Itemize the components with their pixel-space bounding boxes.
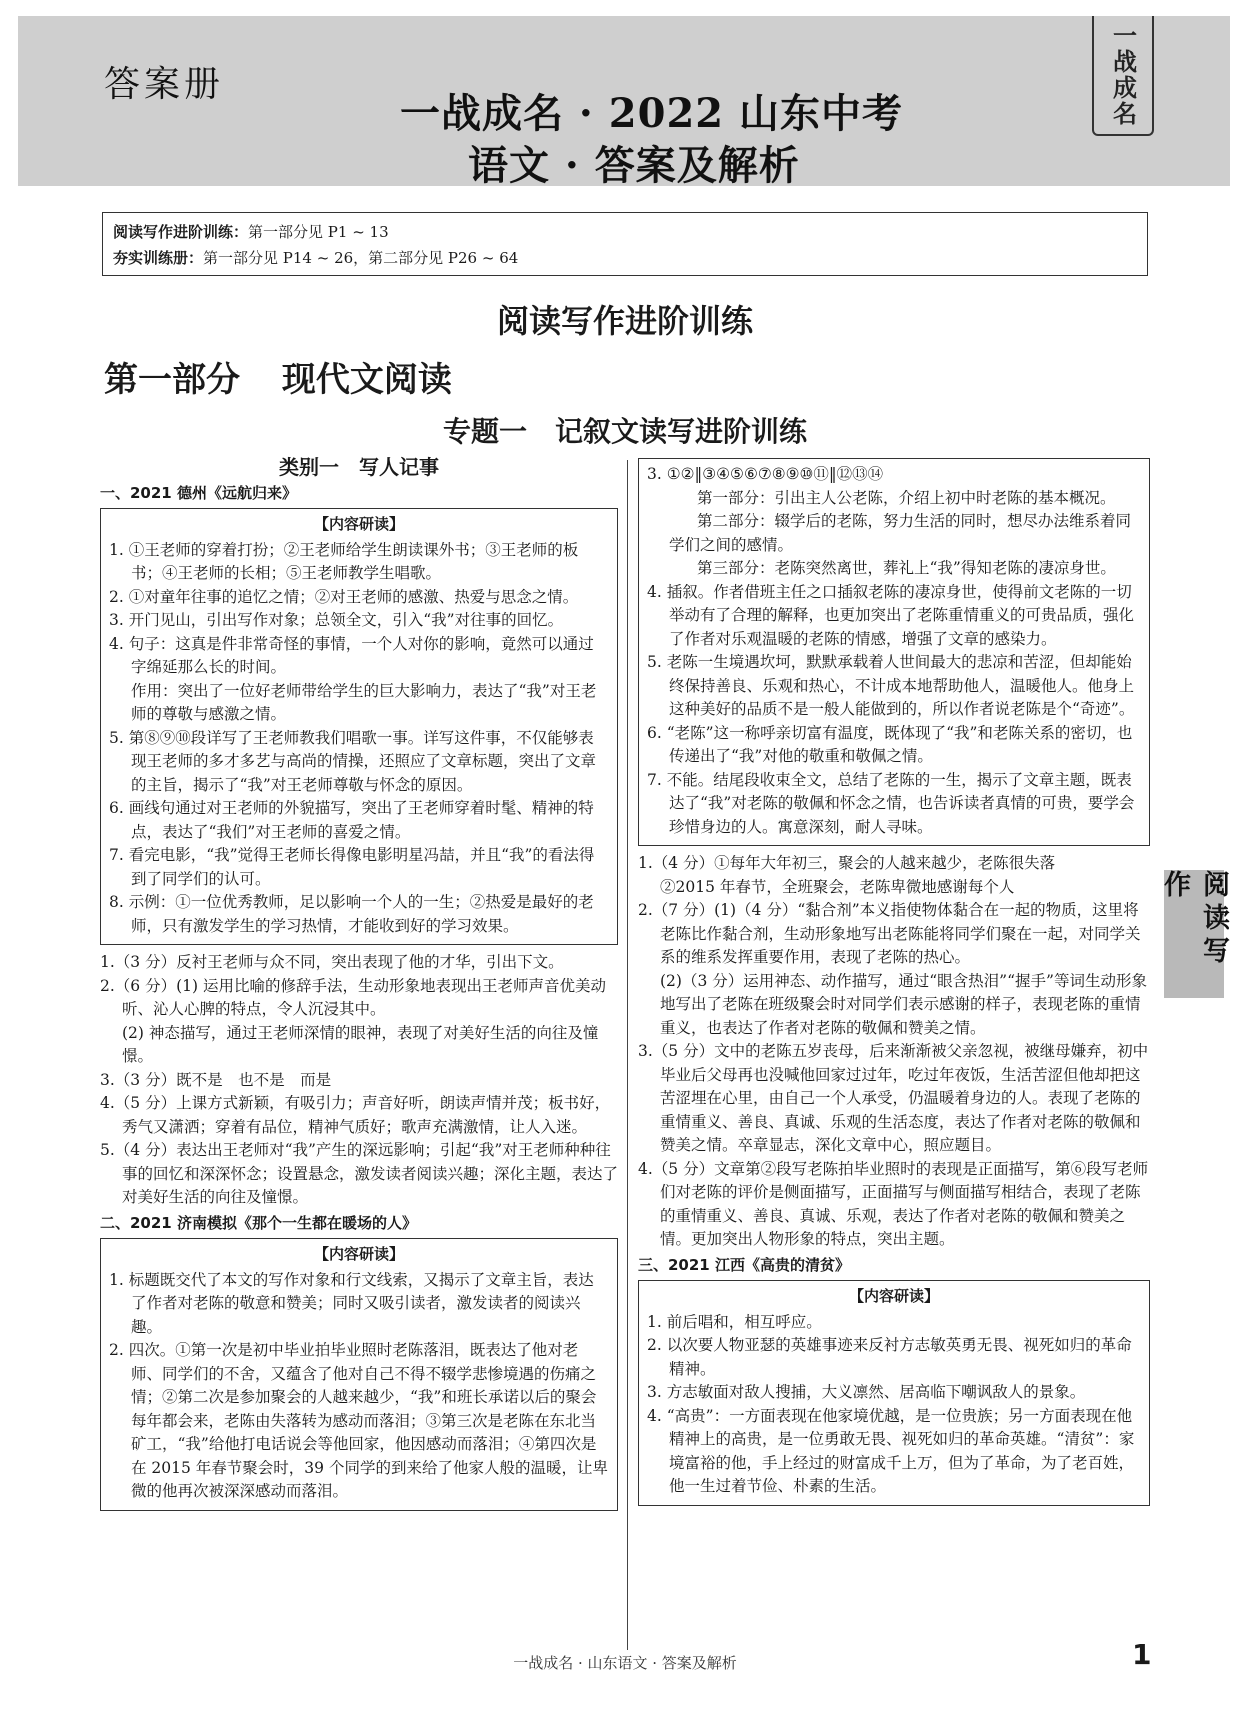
list-item: 5. 老陈一生境遇坎坷，默默承载着人世间最大的悲凉和苦涩，但却能始终保持善良、乐观和热心，不计成本地帮助他人，温暖他人。他身上这种美好的品质不是一般人能做到的，所以作者说老陈是个“奇迹”。: [647, 653, 1135, 718]
list-item: 1. 标题既交代了本文的写作对象和行文线索，又揭示了文章主旨，表达了作者对老陈的敬意和赞美；同时又吸引读者，激发读者的阅读兴趣。: [109, 1270, 594, 1336]
study-box-title: 【内容研读】: [313, 515, 404, 533]
list-item: 6. 画线句通过对王老师的外貌描写，突出了王老师穿着时髦、精神的特点，表达了“我们”对王老师的喜爱之情。: [109, 799, 594, 841]
answer-item-sub: ②2015 年春节，全班聚会，老陈卑微地感谢每个人: [660, 877, 1015, 896]
page-title: 一战成名 · 2022 山东中考: [400, 90, 904, 137]
list-item: 4. 句子：这真是件非常奇怪的事情，一个人对你的影响，竟然可以通过字绵延那么长的时间。: [109, 634, 594, 676]
passage-title-3: 三、2021 江西《高贵的清贫》: [638, 1255, 850, 1274]
answer-item: 2.（6 分）(1) 运用比喻的修辞手法，生动形象地表现出王老师声音优美动听、沁人心脾的特点，令人沉浸其中。: [100, 976, 606, 1018]
list-item: 3. 开门见山，引出写作对象；总领全文，引入“我”对往事的回忆。: [109, 611, 564, 629]
list-item: 3. ①②‖③④⑤⑥⑦⑧⑨⑩⑪‖⑫⑬⑭: [647, 465, 884, 483]
passage-title-2: 二、2021 济南模拟《那个一生都在暖场的人》: [100, 1213, 417, 1232]
answer-item-sub: (2) 神态描写，通过王老师深情的眼神，表现了对美好生活的向往及憧憬。: [122, 1023, 599, 1065]
answer-item: 3.（5 分）文中的老陈五岁丧母，后来渐渐被父亲忽视，被继母嫌弃，初中毕业后父母再也没喊他回家过过年，吃过年夜饭，生活苦涩但他却把这苦涩埋在心里，由自己一个人承受，仍温暖着身边的人。表现了老陈的重情重义、善良、真诚、乐观的生活态度，表达了作者对老陈的敬佩和赞美之情。卒章显志，深化文章中心，照应题目。: [638, 1042, 1149, 1154]
list-item: 8. 示例：①一位优秀教师，足以影响一个人的一生；②热爱是最好的老师，只有激发学生的学习热情，才能收到好的学习效果。: [109, 893, 594, 935]
answer-item-sub: (2)（3 分）运用神态、动作描写，通过“眼含热泪”“握手”等词生动形象地写出了老陈在班级聚会时对同学们表示感谢的样子，表现老陈的重情重义，也表达了作者对老陈的敬佩和赞美之情。: [660, 971, 1147, 1037]
page-number: 1: [1132, 1638, 1152, 1671]
answer-item: 4.（5 分）上课方式新颖，有吸引力；声音好听，朗读声情并茂；板书好，秀气又潇洒；穿着有品位，精神气质好；歌声充满激情，让人入迷。: [100, 1094, 611, 1136]
topic-heading: 专题一 记叙文读写进阶训练: [442, 415, 807, 448]
list-item-sub: 第二部分：辍学后的老陈，努力生活的同时，想尽办法维系着同学们之间的感情。: [669, 512, 1132, 554]
list-item: 6. “老陈”这一称呼亲切富有温度，既体现了“我”和老陈关系的密切，也传递出了“我”对他的敬重和敬佩之情。: [647, 723, 1133, 765]
part-heading: 第一部分 现代文阅读: [104, 360, 452, 400]
study-box-2-continued: [638, 458, 1150, 846]
list-item: 3. 方志敏面对敌人搜捕，大义凛然、居高临下嘲讽敌人的景象。: [647, 1383, 1086, 1401]
list-item: 2. 以次要人物亚瑟的英雄事迹来反衬方志敏英勇无畏、视死如归的革命精神。: [647, 1336, 1132, 1378]
list-item: 2. 四次。①第一次是初中毕业拍毕业照时老陈落泪，既表达了他对老师、同学们的不舍，又蕴含了他对自己不得不辍学悲惨境遇的伤痛之情；②第二次是参加聚会的人越来越少，“我”和班长承诺以后的聚会每年都会来，老陈由失落转为感动而落泪；③第三次是老陈在东北当矿工，“我”给他打电话说会等他回家，他因感动而落泪；④第四次是在 2015 年春节聚会时，39 个同学的到来给了他家人般的温暖，让卑微的他再次被深深感动而落泪。: [109, 1341, 608, 1500]
brand-logo: 一战成名: [1092, 16, 1154, 136]
list-item: 1. ①王老师的穿着打扮；②王老师给学生朗读课外书；③王老师的板书；④王老师的长相；⑤王老师教学生唱歌。: [109, 540, 579, 582]
study-box-title: 【内容研读】: [313, 1245, 404, 1263]
list-item: 5. 第⑧⑨⑩段详写了王老师教我们唱歌一事。详写这件事，不仅能够表现王老师的多才多艺与高尚的情操，还照应了文章标题，突出了文章的主旨，揭示了“我”对王老师尊敬与怀念的原因。: [109, 728, 597, 794]
list-item-sub: 作用：突出了一位好老师带给学生的巨大影响力，表达了“我”对王老师的尊敬与感激之情。: [131, 681, 597, 723]
ref-label-1: 阅读写作进阶训练：: [113, 223, 249, 241]
left-column: [100, 456, 618, 1517]
page-subtitle: 语文 · 答案及解析: [468, 142, 800, 189]
study-box-title: 【内容研读】: [848, 1287, 939, 1305]
page-footer: 一战成名 · 山东语文 · 答案及解析: [513, 1654, 737, 1672]
answer-item: 2.（7 分）(1)（4 分）“黏合剂”本义指使物体黏合在一起的物质，这里将老陈比作黏合剂，生动形象地写出老陈能将同学们聚在一起，对同学关系的维系发挥重要作用，表现了老陈的热心。: [638, 901, 1141, 966]
study-box-3: [638, 1280, 1150, 1506]
category-heading: 类别一 写人记事: [279, 455, 439, 479]
answer-item: 1.（3 分）反衬王老师与众不同，突出表现了他的才华，引出下文。: [100, 953, 564, 971]
ref-text-1: 第一部分见 P1 ~ 13: [248, 223, 389, 241]
list-item-sub: 第三部分：老陈突然离世，葬礼上“我”得知老陈的凄凉身世。: [697, 559, 1116, 577]
list-item: 1. 前后唱和，相互呼应。: [647, 1312, 822, 1331]
study-box-2: [100, 1238, 618, 1511]
section-side-tab: 阅读写作: [1164, 870, 1224, 998]
answer-item: 4.（5 分）文章第②段写老陈拍毕业照时的表现是正面描写，第⑥段写老师们对老陈的评价是侧面描写，正面描写与侧面描写相结合，表现了老陈的重情重义、善良、真诚、乐观，表达了作者对老陈的敬佩和赞美之情。更加突出人物形象的特点，突出主题。: [638, 1159, 1149, 1248]
column-divider: [627, 460, 628, 1650]
answer-item: 5.（4 分）表达出王老师对“我”产生的深远影响；引起“我”对王老师种种往事的回忆和深深怀念；设置悬念，激发读者阅读兴趣；深化主题，表达了对美好生活的向往及憧憬。: [100, 1141, 619, 1206]
list-item: 4. “高贵”：一方面表现在他家境优越，是一位贵族；另一方面表现在他精神上的高贵，是一位勇敢无畏、视死如归的革命英雄。“清贫”：家境富裕的他，手上经过的财富成千上万，但为了革命，为了老百姓，他一生过着节俭、朴素的生活。: [647, 1406, 1135, 1495]
booklet-label: 答案册: [104, 64, 225, 105]
passage-title-1: 一、2021 德州《远航归来》: [100, 483, 297, 502]
section-heading: 阅读写作进阶训练: [496, 302, 753, 340]
ref-label-2: 夯实训练册：: [113, 249, 204, 267]
list-item: 4. 插叙。作者借班主任之口插叙老陈的凄凉身世，使得前文老陈的一切举动有了合理的解释，也更加突出了老陈重情重义的可贵品质，强化了作者对乐观温暖的老陈的情感，增强了文章的感染力。: [647, 582, 1135, 648]
ref-text-2: 第一部分见 P14 ~ 26，第二部分见 P26 ~ 64: [203, 249, 519, 267]
right-column: [638, 456, 1150, 1512]
list-item-sub: 第一部分：引出主人公老陈，介绍上初中时老陈的基本概况。: [697, 488, 1116, 507]
list-item: 2. ①对童年往事的追忆之情；②对王老师的感激、热爱与思念之情。: [109, 587, 579, 606]
answer-item: 3.（3 分）既不是 也不是 而是: [100, 1070, 332, 1089]
answer-item: 1.（4 分）①每年大年初三，聚会的人越来越少，老陈很失落: [638, 854, 1056, 872]
list-item: 7. 看完电影，“我”觉得王老师长得像电影明星冯喆，并且“我”的看法得到了同学们的认可。: [109, 846, 595, 888]
list-item: 7. 不能。结尾段收束全文，总结了老陈的一生，揭示了文章主题，既表达了“我”对老陈的敬佩和怀念之情，也告诉读者真情的可贵，要学会珍惜身边的人。寓意深刻，耐人寻味。: [647, 770, 1135, 836]
page-reference-box: [102, 212, 1148, 276]
study-box-1: [100, 508, 618, 945]
